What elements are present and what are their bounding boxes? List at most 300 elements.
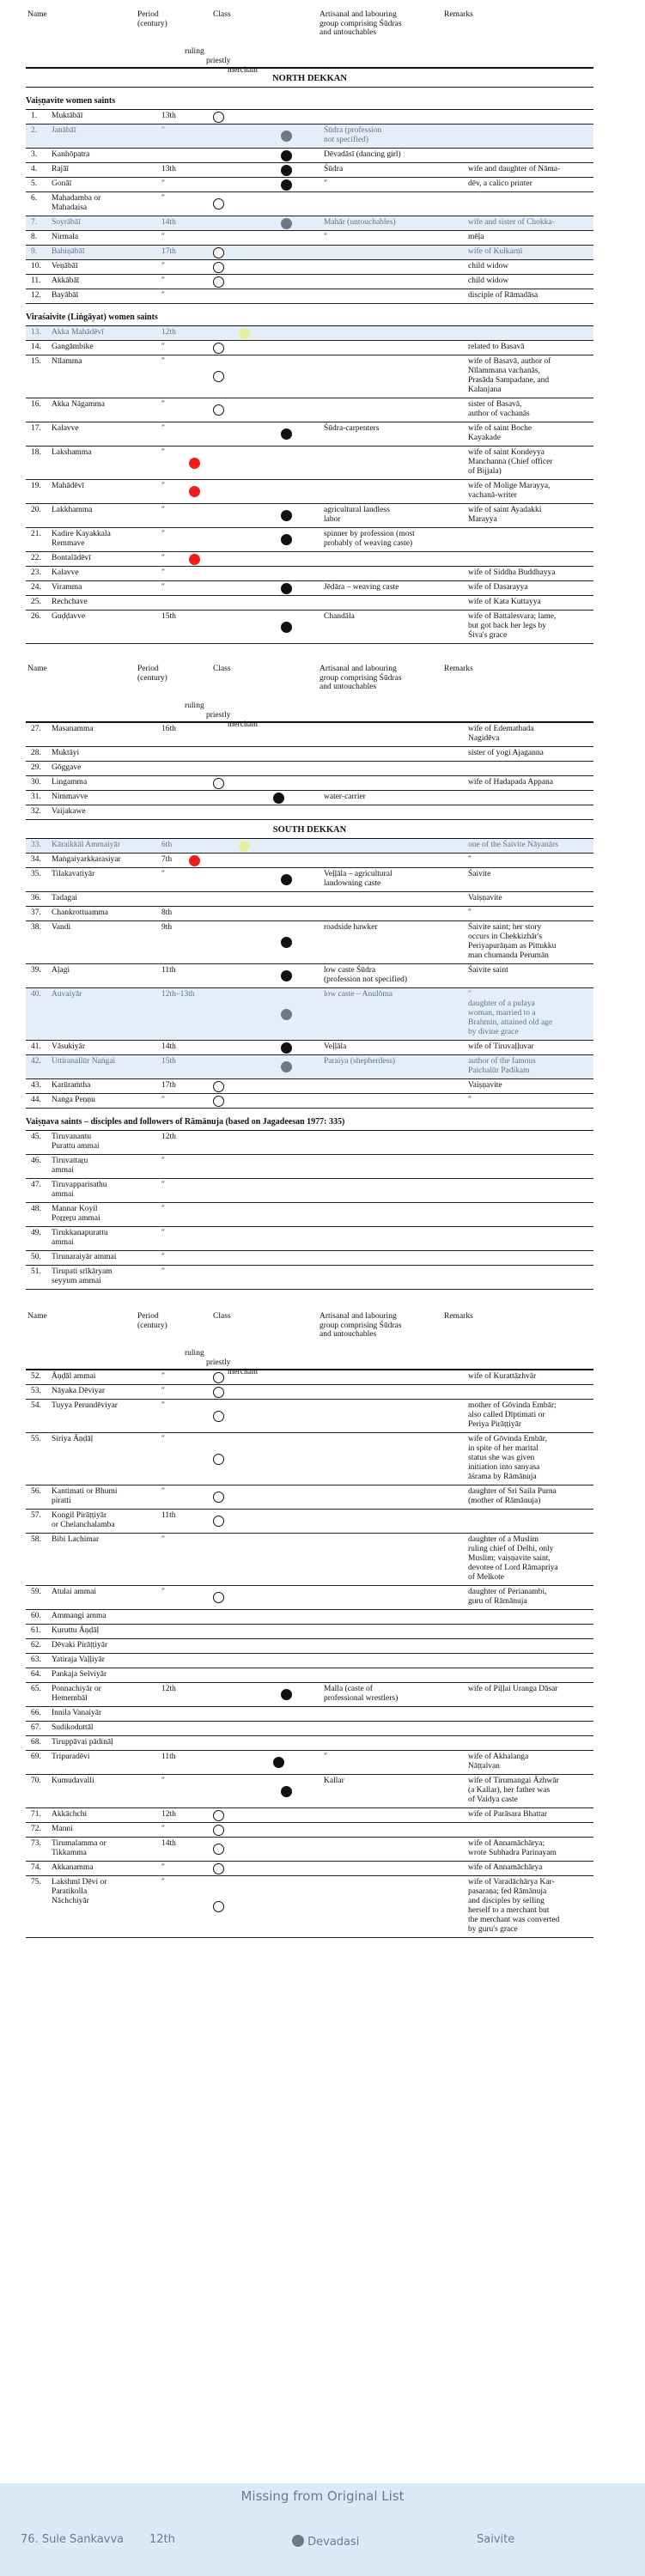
row-period: ″ bbox=[161, 1253, 165, 1261]
disciples2-row bbox=[26, 1433, 593, 1485]
row-name: Lakshamma bbox=[52, 448, 92, 457]
row-period: 12th bbox=[161, 1133, 176, 1141]
disciples2-row bbox=[26, 1838, 593, 1862]
class-dot-icon bbox=[189, 458, 200, 469]
south-row bbox=[26, 892, 593, 907]
row-name: Kāraikkāl Ammaiyār bbox=[52, 841, 120, 849]
south-row bbox=[26, 921, 593, 964]
row-remarks: mother of Gōvinda Embār; also called Dīptimati or Periya Pirāṭṭiyār bbox=[468, 1401, 557, 1429]
row-period: ″ bbox=[161, 1157, 165, 1165]
vaishnavite-row bbox=[26, 149, 593, 163]
class-dot-icon bbox=[281, 1061, 292, 1072]
missing-class bbox=[292, 2535, 359, 2547]
row-remarks: wife of Piḷḷai Uranga Dāsar bbox=[468, 1685, 558, 1693]
row-name: Veṇābāī bbox=[52, 262, 78, 270]
row-number: 38. bbox=[31, 923, 41, 932]
row-period: ″ bbox=[161, 506, 165, 514]
header-period: Period (century) bbox=[137, 1312, 167, 1330]
virashaivite-row bbox=[26, 504, 593, 528]
disciples2-row bbox=[26, 1736, 593, 1751]
group-virashaivite-title: Viraśaivite (Liṅgāyat) women saints bbox=[26, 304, 593, 326]
virashaivite-row bbox=[26, 398, 593, 422]
row-remarks: wife of saint Boche Kayakade bbox=[468, 424, 532, 442]
row-artisanal: Dēvadāsī (dancing girl) bbox=[324, 150, 401, 159]
disciples2-row bbox=[26, 1823, 593, 1838]
class-dot-icon bbox=[213, 1454, 224, 1465]
row-period: ″ bbox=[161, 1535, 165, 1544]
virashaivite-row bbox=[26, 480, 593, 504]
row-name: Kuruttu Āṇḍāḷ bbox=[52, 1626, 100, 1635]
row-period: 17th bbox=[161, 1081, 176, 1090]
class-dot-icon bbox=[213, 198, 224, 210]
missing-class-label: Devadasi bbox=[307, 2536, 360, 2549]
class-dot-icon bbox=[281, 583, 292, 594]
class-dot-icon bbox=[239, 841, 250, 852]
row-name: Kadire Kayakkala Remmave bbox=[52, 530, 111, 548]
vaishnavite-row bbox=[26, 246, 593, 260]
row-name: Ponnachiyār or Hemembāl bbox=[52, 1685, 101, 1703]
row-name: Kanhōpatra bbox=[52, 150, 90, 159]
row-period: ″ bbox=[161, 276, 165, 285]
header-artisanal: Artisanal and labouring group comprising Śūdras and untouchables bbox=[319, 665, 402, 691]
row-name: Nanga Peṇṇu bbox=[52, 1096, 95, 1104]
header-period: Period (century) bbox=[137, 10, 167, 28]
row-number: 3. bbox=[31, 150, 38, 159]
row-number: 39. bbox=[31, 966, 41, 975]
disciples2-row bbox=[26, 1639, 593, 1654]
south-row bbox=[26, 854, 593, 868]
row-remarks: daughter of Perianambi, guru of Rāmānuja bbox=[468, 1588, 547, 1606]
row-number: 53. bbox=[31, 1387, 41, 1395]
row-name: Akkanamma bbox=[52, 1863, 94, 1872]
header-priestly: priestly bbox=[206, 57, 231, 65]
row-number: 57. bbox=[31, 1511, 41, 1520]
row-remarks: Śaivite saint; her story occurs in Chekkizhār's Periyapurāṇam as Pittukku man chumanda Perumān bbox=[468, 923, 557, 960]
row-number: 41. bbox=[31, 1042, 41, 1051]
class-dot-icon bbox=[213, 778, 224, 789]
row-period: ″ bbox=[161, 583, 165, 592]
disciples2-row bbox=[26, 1751, 593, 1775]
row-number: 26. bbox=[31, 612, 41, 621]
row-number: 10. bbox=[31, 262, 41, 270]
header-class: Class bbox=[213, 10, 231, 19]
disciples2-row bbox=[26, 1625, 593, 1639]
row-period: ″ bbox=[161, 126, 165, 135]
class-dot-icon bbox=[281, 179, 292, 191]
class-dot-icon bbox=[189, 486, 200, 497]
row-name: Viramma bbox=[52, 583, 82, 592]
row-remarks: dēv, a calico printer bbox=[468, 179, 532, 188]
row-name: Tiruvapparisathu ammai bbox=[52, 1181, 107, 1199]
row-artisanal: ″ bbox=[324, 233, 327, 241]
class-dot-icon bbox=[281, 428, 292, 440]
row-name: Akkābāī bbox=[52, 276, 80, 285]
row-name: Āṇḍāl ammai bbox=[52, 1372, 96, 1381]
class-dot-icon bbox=[213, 1411, 224, 1422]
row-remarks: sister of yogi Ajaganna bbox=[468, 749, 544, 757]
row-name: Nimmavve bbox=[52, 793, 88, 801]
row-number: 1. bbox=[31, 112, 38, 120]
table-header bbox=[26, 0, 593, 75]
missing-name: Sule Sankavva bbox=[41, 2533, 125, 2546]
class-dot-icon bbox=[239, 328, 250, 339]
row-number: 62. bbox=[31, 1641, 41, 1649]
row-number: 2. bbox=[31, 126, 38, 135]
row-number: 66. bbox=[31, 1709, 41, 1717]
disciples2-row bbox=[26, 1654, 593, 1668]
row-number: 27. bbox=[31, 725, 41, 733]
row-number: 35. bbox=[31, 870, 41, 878]
row-artisanal: Śūdra bbox=[324, 165, 344, 173]
row-number: 12. bbox=[31, 291, 41, 300]
row-number: 61. bbox=[31, 1626, 41, 1635]
row-number: 49. bbox=[31, 1229, 41, 1237]
row-number: 68. bbox=[31, 1738, 41, 1747]
row-number: 74. bbox=[31, 1863, 41, 1872]
row-number: 47. bbox=[31, 1181, 41, 1189]
row-name: Lingamma bbox=[52, 778, 88, 787]
class-dot-icon bbox=[213, 1810, 224, 1821]
row-name: Kumudavalli bbox=[52, 1777, 94, 1785]
table-header bbox=[26, 1302, 593, 1376]
row-remarks: wife of Kata Kuttayya bbox=[468, 598, 541, 606]
row-period: ″ bbox=[161, 424, 165, 433]
row-number: 31. bbox=[31, 793, 41, 801]
class-dot-icon bbox=[281, 970, 292, 981]
row-period: 14th bbox=[161, 1042, 176, 1051]
row-period: ″ bbox=[161, 1267, 165, 1276]
spacer bbox=[0, 1290, 645, 1302]
row-number: 25. bbox=[31, 598, 41, 606]
header-artisanal: Artisanal and labouring group comprising Śūdras and untouchables bbox=[319, 1312, 402, 1339]
class-dot-icon bbox=[213, 1516, 224, 1527]
row-period: ″ bbox=[161, 1387, 165, 1395]
row-period: 14th bbox=[161, 1839, 176, 1848]
row-name: Mahādēvī bbox=[52, 482, 84, 490]
row-period: 11th bbox=[161, 1753, 176, 1761]
section-south-title: SOUTH DEKKAN bbox=[26, 820, 593, 839]
row-period: ″ bbox=[161, 1401, 165, 1410]
header-period: Period (century) bbox=[137, 665, 167, 683]
row-remarks: wife of Battalesvara; lame, but got back her legs by Śiva's grace bbox=[468, 612, 557, 640]
class-dot-icon bbox=[273, 1757, 284, 1768]
class-dot-icon bbox=[281, 131, 292, 142]
row-remarks: wife of Edemathada Nagidēva bbox=[468, 725, 534, 743]
header-merchant: merchant bbox=[228, 1368, 259, 1376]
header-remarks: Remarks bbox=[444, 10, 473, 19]
row-name: Akka Mahādēvī bbox=[52, 328, 104, 337]
virashaivite-row bbox=[26, 355, 593, 398]
disciples2-row bbox=[26, 1808, 593, 1823]
class-dot-icon bbox=[292, 2535, 304, 2547]
disciples2-row bbox=[26, 1668, 593, 1683]
row-name: Tirukkanapurattu ammai bbox=[52, 1229, 108, 1247]
row-number: 28. bbox=[31, 749, 41, 757]
row-remarks: wife of Tiruvaḷḷuvar bbox=[468, 1042, 534, 1051]
disciples-row bbox=[26, 1251, 593, 1266]
section-north-title: NORTH DEKKAN bbox=[26, 69, 593, 88]
disciples2-row bbox=[26, 1400, 593, 1433]
north-more-row bbox=[26, 805, 593, 820]
row-remarks: wife of Annamāchārya; wrote Subhadra Parinayam bbox=[468, 1839, 557, 1857]
row-period: ″ bbox=[161, 1588, 165, 1596]
row-number: 44. bbox=[31, 1096, 41, 1104]
row-number: 16. bbox=[31, 400, 41, 409]
row-period: 8th bbox=[161, 908, 173, 917]
virashaivite-row bbox=[26, 552, 593, 567]
row-period: ″ bbox=[161, 1878, 165, 1886]
row-name: Masanamma bbox=[52, 725, 94, 733]
row-name: Rajāī bbox=[52, 165, 70, 173]
row-artisanal: Malla (caste of professional wrestlers) bbox=[324, 1685, 399, 1703]
row-number: 50. bbox=[31, 1253, 41, 1261]
class-dot-icon bbox=[281, 874, 292, 885]
row-name: Akka Nāgamma bbox=[52, 400, 105, 409]
row-remarks: daughter of Sri Saila Purna (mother of Rāmānuja) bbox=[468, 1487, 557, 1505]
virashaivite-row bbox=[26, 596, 593, 611]
row-number: 58. bbox=[31, 1535, 41, 1544]
row-remarks: wife of Gōvinda Embār, in spite of her marital status she was given initiation into sanyasa āśrama by Rāmānuja bbox=[468, 1435, 547, 1481]
disciples2-row bbox=[26, 1862, 593, 1876]
row-period: 9th bbox=[161, 923, 173, 932]
row-number: 51. bbox=[31, 1267, 41, 1276]
class-dot-icon bbox=[213, 1081, 224, 1092]
row-period: 11th bbox=[161, 966, 176, 975]
row-number: 14. bbox=[31, 343, 41, 351]
row-artisanal: ″ bbox=[324, 1753, 327, 1761]
class-dot-icon bbox=[213, 112, 224, 123]
row-name: Rechchave bbox=[52, 598, 88, 606]
row-remarks: ″ daughter of a pulaya woman, married to a Brahmin, attained old age by divine grace bbox=[468, 990, 553, 1036]
missing-period: 12th bbox=[149, 2533, 175, 2546]
row-remarks: ″ bbox=[468, 908, 472, 917]
disciples-row bbox=[26, 1131, 593, 1155]
disciples2-row bbox=[26, 1586, 593, 1610]
row-name: Kantimati or Bhumi piratti bbox=[52, 1487, 118, 1505]
south-row bbox=[26, 1041, 593, 1055]
row-number: 37. bbox=[31, 908, 41, 917]
row-remarks: ″ bbox=[468, 1096, 472, 1104]
header-priestly: priestly bbox=[206, 711, 231, 720]
row-remarks: author of the famous Paichalūr Padikam bbox=[468, 1057, 536, 1075]
row-number: 45. bbox=[31, 1133, 41, 1141]
row-number: 70. bbox=[31, 1777, 41, 1785]
class-dot-icon bbox=[213, 343, 224, 354]
row-period: ″ bbox=[161, 233, 165, 241]
row-remarks: wife of Kurattāzhvār bbox=[468, 1372, 537, 1381]
row-name: Muktābāī bbox=[52, 112, 83, 120]
row-period: ″ bbox=[161, 1825, 165, 1833]
row-remarks: wife of Parāsara Bhattar bbox=[468, 1810, 548, 1819]
row-name: Mahadamba or Mahadaisa bbox=[52, 194, 101, 212]
header-priestly: priestly bbox=[206, 1358, 231, 1367]
row-artisanal: Chandāla bbox=[324, 612, 355, 621]
row-name: Atulai ammai bbox=[52, 1588, 96, 1596]
row-period: ″ bbox=[161, 1372, 165, 1381]
row-number: 75. bbox=[31, 1878, 41, 1886]
virashaivite-row bbox=[26, 422, 593, 447]
row-name: Karūraṁtha bbox=[52, 1081, 91, 1090]
header-name: Name bbox=[27, 1312, 47, 1321]
vaishnavite-row bbox=[26, 110, 593, 125]
group-vaishnavite-title: Vaiṣṇavite women saints bbox=[26, 88, 593, 110]
row-name: Nāyaka Dēviyar bbox=[52, 1387, 105, 1395]
row-number: 48. bbox=[31, 1205, 41, 1213]
row-artisanal: Veḷḷāla bbox=[324, 1042, 347, 1051]
row-number: 24. bbox=[31, 583, 41, 592]
row-remarks: child widow bbox=[468, 276, 509, 285]
row-period: ″ bbox=[161, 870, 165, 878]
north-more-row bbox=[26, 762, 593, 776]
row-artisanal: Kallar bbox=[324, 1777, 344, 1785]
row-remarks: wife of Siddha Buddhayya bbox=[468, 568, 556, 577]
missing-remarks: Saivite bbox=[477, 2533, 515, 2546]
class-dot-icon bbox=[281, 1786, 292, 1797]
row-number: 63. bbox=[31, 1656, 41, 1664]
north-more-row bbox=[26, 776, 593, 791]
row-remarks: wife of saint Ayadakki Marayya bbox=[468, 506, 542, 524]
row-artisanal: Jēdāra – weaving caste bbox=[324, 583, 399, 592]
missing-title: Missing from Original List bbox=[240, 2488, 405, 2504]
missing-section bbox=[0, 2483, 645, 2576]
row-number: 8. bbox=[31, 233, 38, 241]
row-remarks: wife and sister of Chokka- bbox=[468, 218, 555, 227]
south-row bbox=[26, 988, 593, 1041]
row-name: Janābāī bbox=[52, 126, 76, 135]
class-dot-icon bbox=[281, 165, 292, 176]
row-remarks: disciple of Rāmadāsa bbox=[468, 291, 539, 300]
row-name: Nīlamma bbox=[52, 357, 82, 366]
row-remarks: wife and daughter of Nāma- bbox=[468, 165, 561, 173]
row-period: ″ bbox=[161, 400, 165, 409]
row-name: Uttiranallūr Naṅgai bbox=[52, 1057, 116, 1066]
row-name: Kongil Pirāṭṭiyār or Chelanchalamba bbox=[52, 1511, 115, 1529]
row-number: 29. bbox=[31, 763, 41, 772]
disciples2-row bbox=[26, 1485, 593, 1510]
row-period: 12th bbox=[161, 328, 176, 337]
row-remarks: ″ bbox=[468, 855, 472, 864]
row-name: Vaijakawe bbox=[52, 807, 86, 816]
row-name: Auvaiyār bbox=[52, 990, 82, 999]
header-ruling: ruling bbox=[185, 1349, 204, 1358]
row-artisanal: Veḷḷāla – agricultural landowning caste bbox=[324, 870, 392, 888]
row-remarks: wife of Basavā, author of Nīlammana vachanās, Prasāda Sampadane, and Kalanjana bbox=[468, 357, 551, 394]
row-artisanal: water-carrier bbox=[324, 793, 366, 801]
row-artisanal: agricultural landless labor bbox=[324, 506, 390, 524]
row-number: 64. bbox=[31, 1670, 41, 1679]
north-more-row bbox=[26, 723, 593, 747]
disciples2-row bbox=[26, 1510, 593, 1534]
row-number: 5. bbox=[31, 179, 38, 188]
row-artisanal: ″ bbox=[324, 179, 327, 188]
disciples2-row bbox=[26, 1775, 593, 1808]
south-row bbox=[26, 1055, 593, 1079]
virashaivite-row bbox=[26, 528, 593, 552]
row-name: Chankrottuamma bbox=[52, 908, 108, 917]
row-number: 20. bbox=[31, 506, 41, 514]
row-name: Soyrābāī bbox=[52, 218, 81, 227]
row-remarks: sister of Basavā, author of vachanās bbox=[468, 400, 530, 418]
row-period: 17th bbox=[161, 247, 176, 256]
row-period: ″ bbox=[161, 482, 165, 490]
missing-num bbox=[21, 2535, 124, 2544]
row-number: 73. bbox=[31, 1839, 41, 1848]
row-remarks: wife of Molige Marayya, vachanā-writer bbox=[468, 482, 551, 500]
row-number: 60. bbox=[31, 1612, 41, 1620]
row-period: ″ bbox=[161, 1205, 165, 1213]
row-name: Tiruvattaṟu ammai bbox=[52, 1157, 88, 1175]
row-name: Vandi bbox=[52, 923, 71, 932]
class-dot-icon bbox=[189, 554, 200, 565]
row-number: 71. bbox=[31, 1810, 41, 1819]
row-number: 36. bbox=[31, 894, 41, 902]
row-period: ″ bbox=[161, 357, 165, 366]
south-row bbox=[26, 907, 593, 921]
row-number: 54. bbox=[31, 1401, 41, 1410]
row-number: 56. bbox=[31, 1487, 41, 1496]
row-name: Bontalādēvī bbox=[52, 554, 91, 562]
row-number: 11. bbox=[31, 276, 41, 285]
row-name: Innila Vanaiyār bbox=[52, 1709, 102, 1717]
row-name: Tirunaraiyār ammai bbox=[52, 1253, 117, 1261]
south-row bbox=[26, 868, 593, 892]
row-number: 7. bbox=[31, 218, 38, 227]
row-period: ″ bbox=[161, 530, 165, 538]
class-dot-icon bbox=[281, 622, 292, 633]
spacer bbox=[0, 644, 645, 654]
row-remarks: Vaiṣṇavite bbox=[468, 1081, 502, 1090]
disciples2-row bbox=[26, 1683, 593, 1707]
row-period: 13th bbox=[161, 112, 176, 120]
south-row bbox=[26, 839, 593, 854]
disciples-row bbox=[26, 1266, 593, 1290]
row-number: 22. bbox=[31, 554, 41, 562]
row-remarks: wife of Dasarayya bbox=[468, 583, 528, 592]
row-artisanal: spinner by profession (most probably of weaving caste) bbox=[324, 530, 415, 548]
row-artisanal: Śūdra-carpenters bbox=[324, 424, 380, 433]
row-period: 11th bbox=[161, 1511, 176, 1520]
header-name: Name bbox=[27, 10, 47, 19]
row-name: Lakkhamma bbox=[52, 506, 93, 514]
disciples2-row bbox=[26, 1385, 593, 1400]
row-period: 12th bbox=[161, 1810, 176, 1819]
row-number: 13. bbox=[31, 328, 41, 337]
class-dot-icon bbox=[213, 276, 224, 288]
class-dot-icon bbox=[281, 510, 292, 521]
header-ruling: ruling bbox=[185, 47, 204, 56]
row-name: Bahiṇābāī bbox=[52, 247, 85, 256]
row-name: Maṅgaiyarkkarasiyar bbox=[52, 855, 121, 864]
row-artisanal: low caste – Anulōma bbox=[324, 990, 392, 999]
row-period: ″ bbox=[161, 179, 165, 188]
row-period: ″ bbox=[161, 1096, 165, 1104]
row-remarks: wife of Annamāchārya bbox=[468, 1863, 543, 1872]
row-name: Kalavve bbox=[52, 568, 79, 577]
row-number: 59. bbox=[31, 1588, 41, 1596]
header-name: Name bbox=[27, 665, 47, 673]
row-period: 13th bbox=[161, 165, 176, 173]
class-dot-icon bbox=[213, 1901, 224, 1912]
row-artisanal: Mahār (untouchables) bbox=[324, 218, 396, 227]
row-artisanal: roadside hawker bbox=[324, 923, 378, 932]
class-dot-icon bbox=[213, 404, 224, 416]
row-remarks: child widow bbox=[468, 262, 509, 270]
disciples2-row bbox=[26, 1707, 593, 1722]
virashaivite-row bbox=[26, 611, 593, 644]
class-dot-icon bbox=[213, 1863, 224, 1874]
class-dot-icon bbox=[213, 1096, 224, 1107]
header-merchant: merchant bbox=[228, 720, 259, 729]
